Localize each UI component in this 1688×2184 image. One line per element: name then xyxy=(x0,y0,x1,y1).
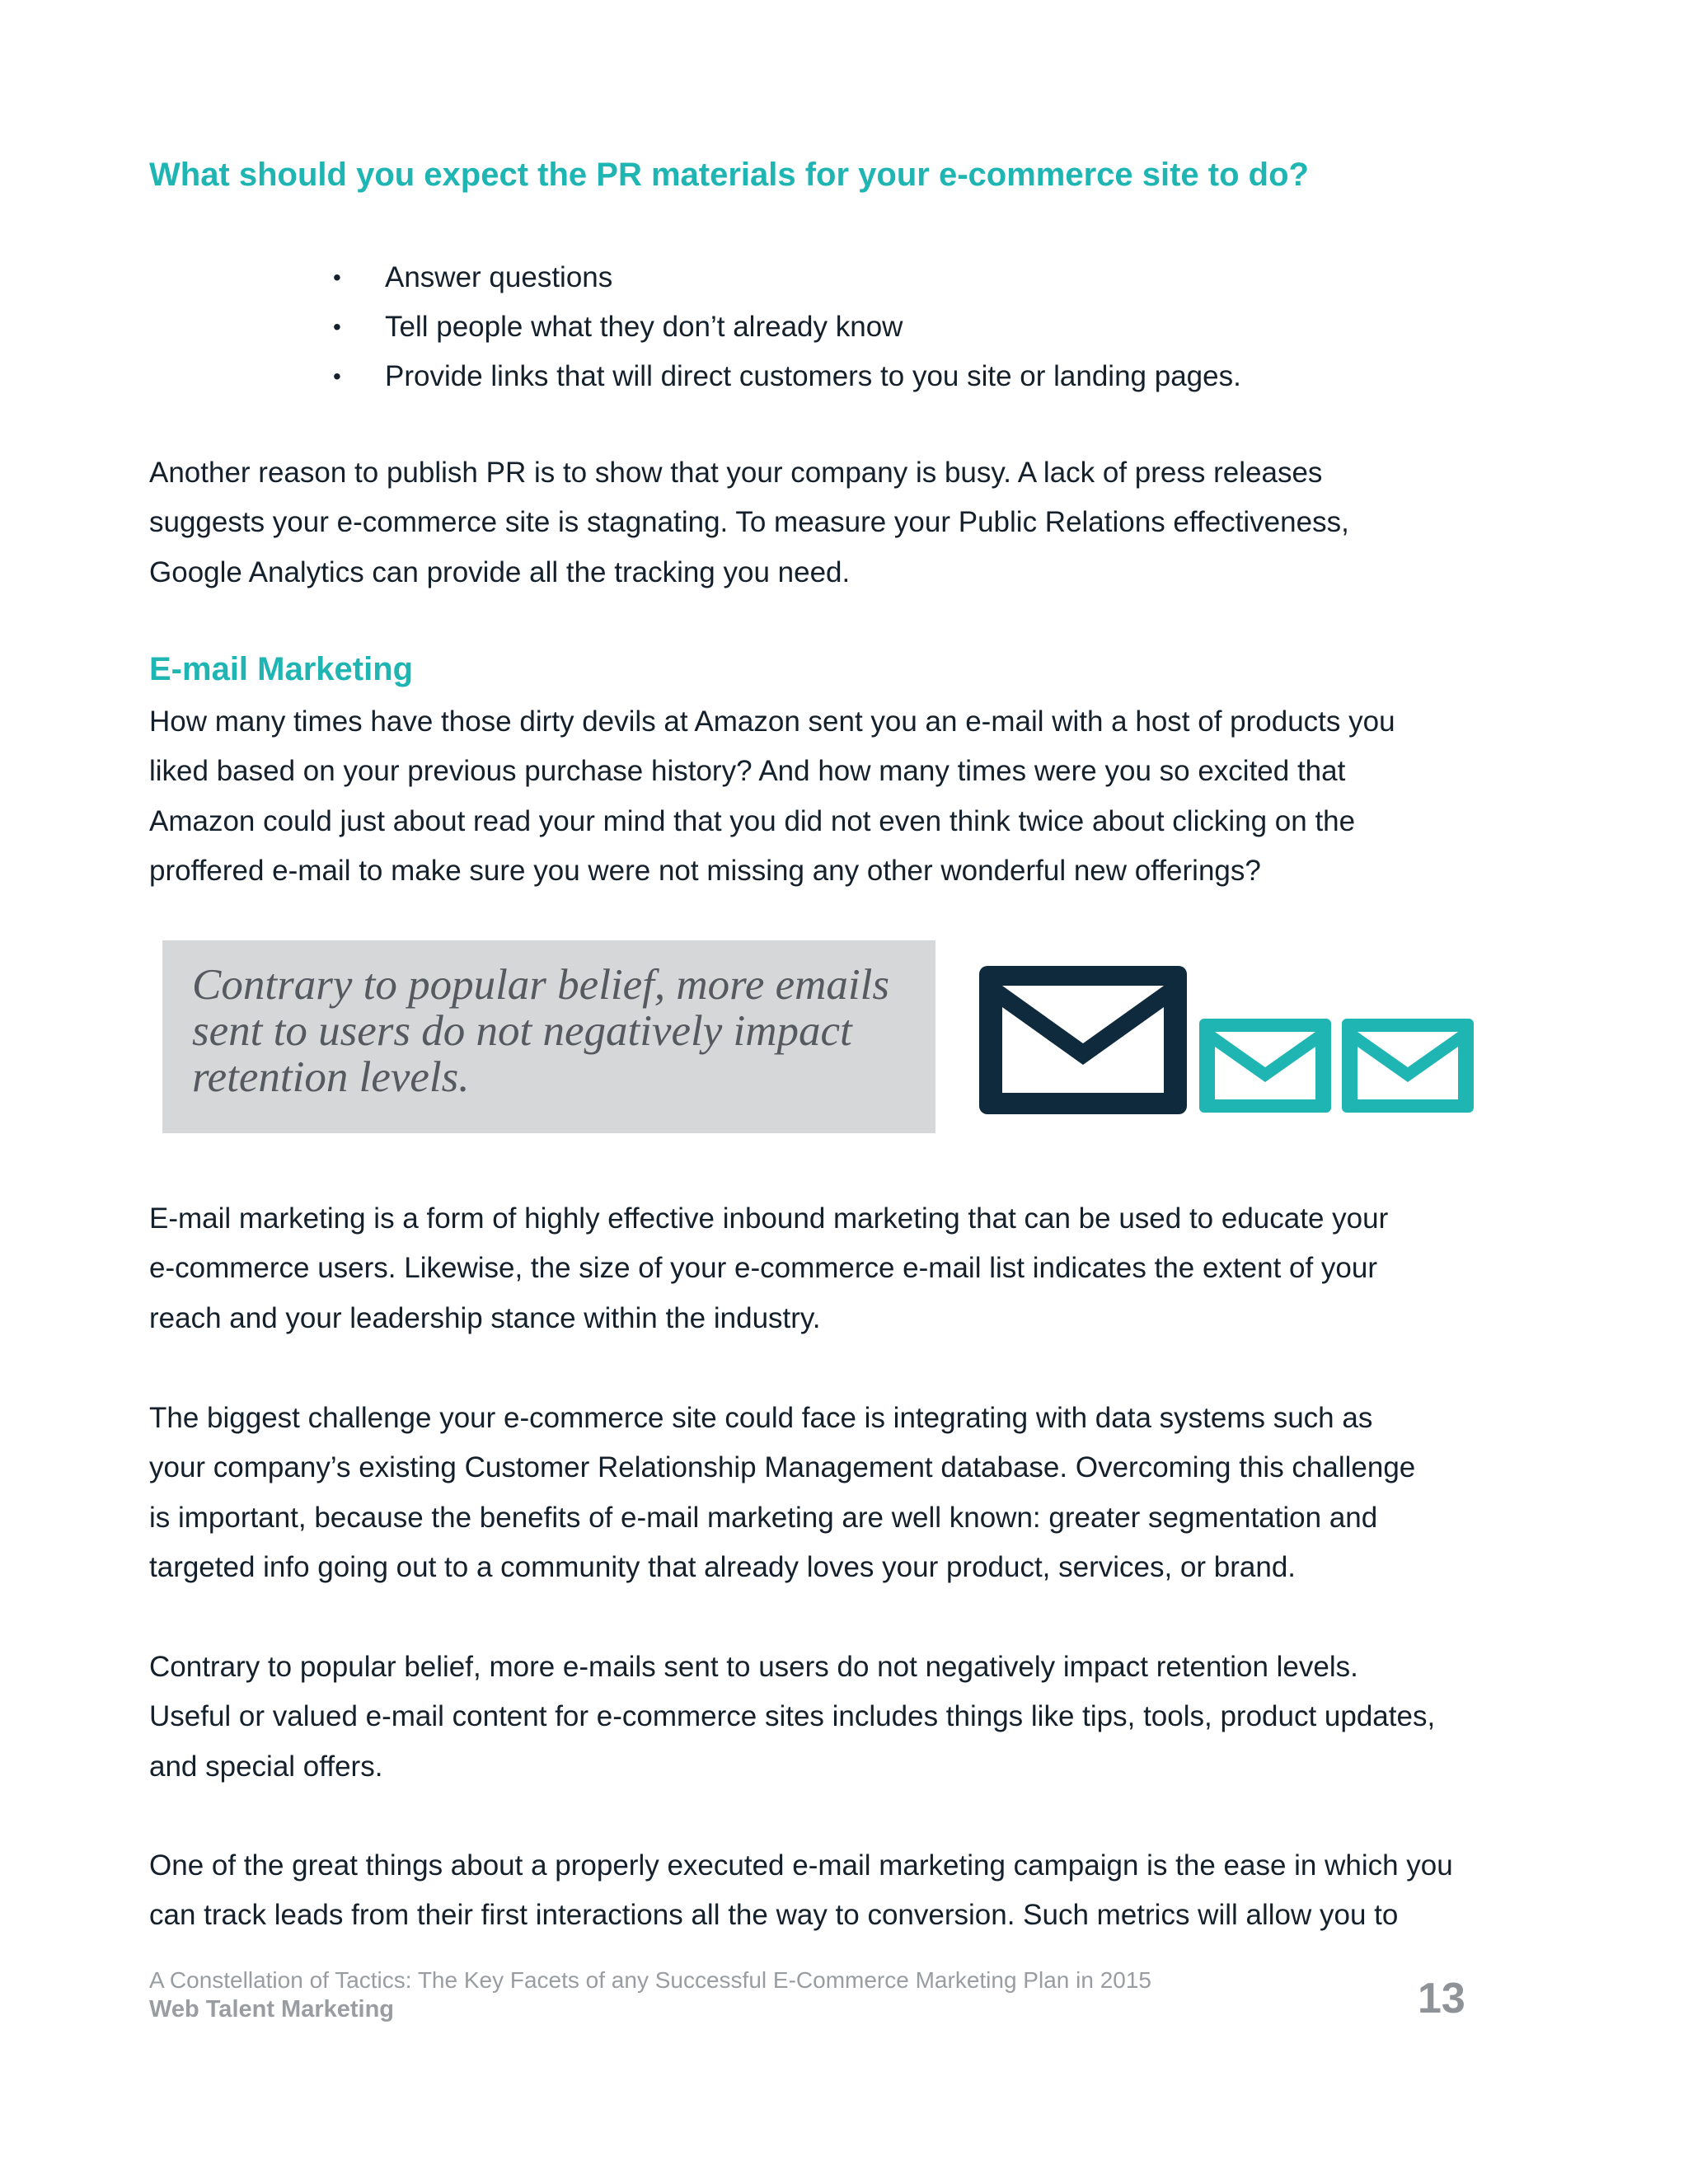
amazon-intro-paragraph xyxy=(149,697,1550,897)
crm-challenge-paragraph xyxy=(149,1394,1550,1593)
paragraph-line: targeted info going out to a community that already loves your product, services, or brand. xyxy=(149,1551,1296,1584)
pull-quote-text xyxy=(192,962,889,1100)
paragraph-line: reach and your leadership stance within the industry. xyxy=(149,1301,821,1334)
page-number: 13 xyxy=(1418,1975,1465,2022)
email-marketing-heading: E-mail Marketing xyxy=(149,651,414,687)
paragraph-line: E-mail marketing is a form of highly effective inbound marketing that can be used to educate your xyxy=(149,1202,1389,1235)
pr-expectations-heading: What should you expect the PR materials for your e-commerce site to do? xyxy=(149,157,1309,193)
inbound-marketing-paragraph xyxy=(149,1194,1550,1343)
paragraph-line: Amazon could just about read your mind that you did not even think twice about clicking on the xyxy=(149,804,1356,837)
paragraph-line: liked based on your previous purchase history? And how many times were you so excited that xyxy=(149,755,1346,788)
small-envelope-icon xyxy=(1199,1019,1331,1113)
paragraph-line: can track leads from their first interactions all the way to conversion. Such metrics will allow you to xyxy=(149,1899,1399,1932)
bullet-icon: • xyxy=(333,363,341,389)
pull-quote-line: sent to users do not negatively impact xyxy=(192,1007,852,1055)
small-envelope-icon xyxy=(1342,1019,1474,1113)
envelope-icons xyxy=(979,963,1477,1115)
bullet-icon: • xyxy=(333,314,341,340)
paragraph-line: Google Analytics can provide all the tracking you need. xyxy=(149,555,851,588)
list-item xyxy=(330,352,1241,401)
paragraph-line: proffered e-mail to make sure you were not missing any other wonderful new offerings? xyxy=(149,855,1261,888)
paragraph-line: e-commerce users. Likewise, the size of your e-commerce e-mail list indicates the extent of your xyxy=(149,1252,1378,1285)
footer-organization: Web Talent Marketing xyxy=(149,1996,395,2022)
large-envelope-icon xyxy=(979,966,1187,1114)
list-item xyxy=(330,302,1241,352)
pull-quote-line: Contrary to popular belief, more emails xyxy=(192,961,889,1009)
list-item-text: Tell people what they don’t already know xyxy=(385,311,903,343)
paragraph-line: Another reason to publish PR is to show that your company is busy. A lack of press releases xyxy=(149,457,1323,489)
tracking-paragraph xyxy=(149,1841,1550,1941)
list-item xyxy=(330,253,1241,302)
pull-quote-box xyxy=(162,940,935,1133)
paragraph-line: Useful or valued e-mail content for e-commerce sites includes things like tips, tools, product updates, xyxy=(149,1700,1436,1733)
retention-paragraph xyxy=(149,1643,1550,1792)
paragraph-line: One of the great things about a properly executed e-mail marketing campaign is the ease in which you xyxy=(149,1849,1453,1882)
paragraph-line: How many times have those dirty devils at Amazon sent you an e-mail with a host of products you xyxy=(149,705,1395,738)
paragraph-line: Contrary to popular belief, more e-mails sent to users do not negatively impact retention levels. xyxy=(149,1651,1358,1683)
list-item-text: Answer questions xyxy=(385,261,613,293)
footer-document-title: A Constellation of Tactics: The Key Facets of any Successful E-Commerce Marketing Plan in 2015 xyxy=(149,1967,1151,1993)
pr-busy-paragraph xyxy=(149,448,1550,598)
pr-expectations-list xyxy=(330,253,1241,401)
paragraph-line: your company’s existing Customer Relationship Management database. Overcoming this challenge xyxy=(149,1451,1416,1484)
paragraph-line: is important, because the benefits of e-mail marketing are well known: greater segmentation and xyxy=(149,1501,1378,1534)
paragraph-line: and special offers. xyxy=(149,1750,383,1783)
pull-quote-line: retention levels. xyxy=(192,1053,470,1101)
paragraph-line: suggests your e-commerce site is stagnating. To measure your Public Relations effectiveness, xyxy=(149,506,1349,539)
paragraph-line: The biggest challenge your e-commerce site could face is integrating with data systems such as xyxy=(149,1402,1373,1434)
bullet-icon: • xyxy=(333,265,341,290)
list-item-text: Provide links that will direct customers to you site or landing pages. xyxy=(385,360,1241,392)
